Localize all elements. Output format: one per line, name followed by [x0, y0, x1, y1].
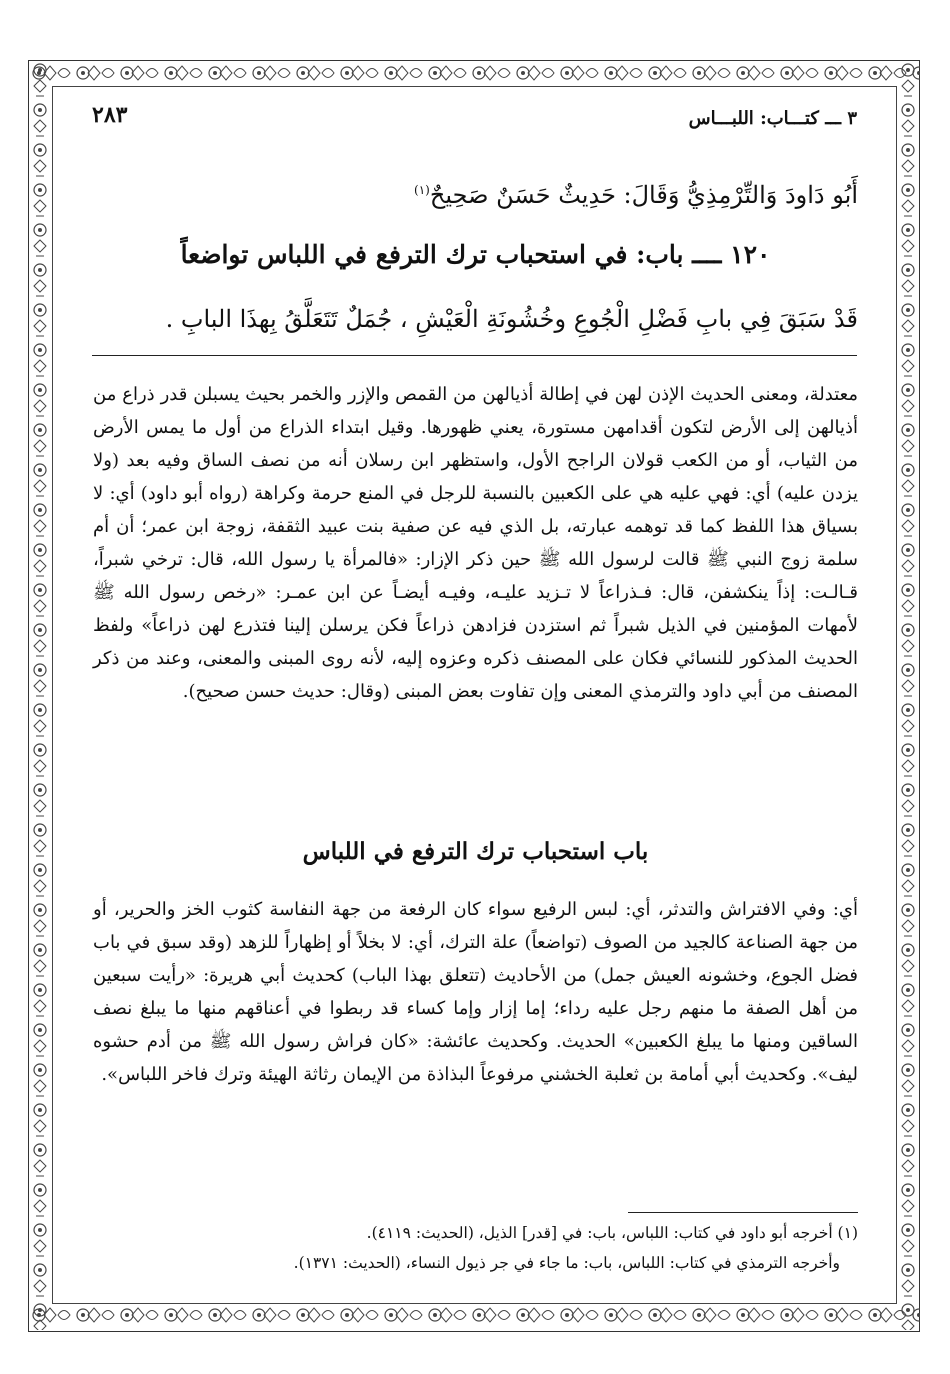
- running-head: [92, 100, 857, 134]
- ornament-border-left: [28, 60, 52, 1330]
- ornament-border-top: [28, 60, 920, 86]
- commentary-paragraph-2: أي: وفي الافتراش والتدثر، أي: لبس الرفيع سواء كان الرفعة من جهة النفاسة كثوب الخز والحرير، أو من جهة الصناعة كالجيد من الصوف (تواضعاً) علة الترك، أي: لا بخلاً أو إظهاراً للزهد (وقد سبق في باب فضل الجوع، وخشونه العيش جمل) من الأحاديث (تتعلق بهذا الباب) كحديث أبي هريرة: «رأيت سبعين من أهل الصفة ما منهم رجل عليه رداء؛ إما إزار وإما كساء قد ربطوا في أعناقهم منها ما يبلغ نصف الساقين ومنها ما يبلغ الكعبين» الحديث. وكحديث عائشة: «كان فراش رسول الله ﷺ من أدم حشوه ليف». وكحديث أبي أمامة بن ثعلبة الخشني مرفوعاً البذاذة من الإيمان رثاثة الهيئة وترك فاخر اللباس».: [93, 899, 858, 1085]
- separator-rule: [92, 355, 857, 356]
- chapter-heading: ١٢٠ ــــ باب: في استحباب ترك الترفع في اللباس تواضعاً: [180, 240, 771, 269]
- footnote-1: (١) أخرجه أبو داود في كتاب: اللباس، باب: في [قدر] الذيل، (الحديث: ٤١١٩).: [366, 1224, 858, 1242]
- footnote-rule: [628, 1212, 858, 1213]
- footnote-marker: (١): [414, 183, 430, 197]
- ornament-border-bottom: [28, 1302, 920, 1330]
- commentary-paragraph-1: معتدلة، ومعنى الحديث الإذن لهن في إطالة أذيالهن من القمص والإزر والخمر بحيث يسبلن قدر ذراع من أذيالهن إلى الأرض لتكون أقدامهن مستورة، يعني ظهورها. وقيل ابتداء الذراع من أول ما يمس الأرض من الثياب، أو من الكعب قولان الراجح الأول، واستظهر ابن رسلان أنه من نصف الساق وفيه بعد (ولا يزدن عليه) أي: فهي عليه هي على الكعبين بالنسبة للرجل في المنع حرمة وكراهة (رواه أبو داود) أي: لا بسياق هذا اللفظ كما قد توهمه عبارته، بل الذي فيه عن صفية بنت عبيد الثقفة، زوجة ابن عمر؛ أن أم سلمة زوج النبي ﷺ قالت لرسول الله ﷺ حين ذكر الإزار: «فالمرأة يا رسول الله، قال: ترخي شبراً، قـالـت: إذاً ينكشفن، قال: فـذراعاً لا تـزيد عليـه، وفيـه أيضـاً عن ابن عمـر: «رخص رسول الله ﷺ لأمهات المؤمنين في الذيل شبراً ثم استزدن فزادهن ذراعاً فكن يرسلن إلينا فتذرع لهن ذراعاً» ولفظ الحديث المذكور للنسائي فكان على المصنف ذكره وعزوه إليه، لأنه روى المبنى والمعنى، وعند من ذكر المصنف من أبي داود والترمذي المعنى وإن تفاوت بعض المبنى (وقال: حديث حسن صحيح).: [93, 384, 858, 702]
- hadith-end: أَبُو دَاودَ وَالتِّرْمِذِيُّ وَقَالَ: حَدِيثٌ حَسَنٌ صَحِيحٌ: [429, 181, 858, 209]
- chapter-title: ٣ ـــ كتـــاب: اللبـــاس: [688, 108, 857, 129]
- page-number: ٢٨٣: [92, 102, 128, 128]
- hadith-text: [93, 172, 858, 213]
- ornament-border-right: [896, 60, 920, 1330]
- footnotes: [93, 1218, 858, 1278]
- footnote-2: وأخرجه الترمذي في كتاب: اللباس، باب: ما جاء في جر ذيول النساء، (الحديث: ١٣٧١).: [293, 1254, 840, 1272]
- commentary-subheading: باب استحباب ترك الترفع في اللباس: [302, 838, 649, 865]
- chapter-intro: قَدْ سَبَقَ فِي بابِ فَضْلِ الْجُوعِ وخُشُونَةِ الْعَيْشِ ، جُمَلٌ تَتَعَلَّقُ بِهذَا البابِ .: [165, 305, 858, 333]
